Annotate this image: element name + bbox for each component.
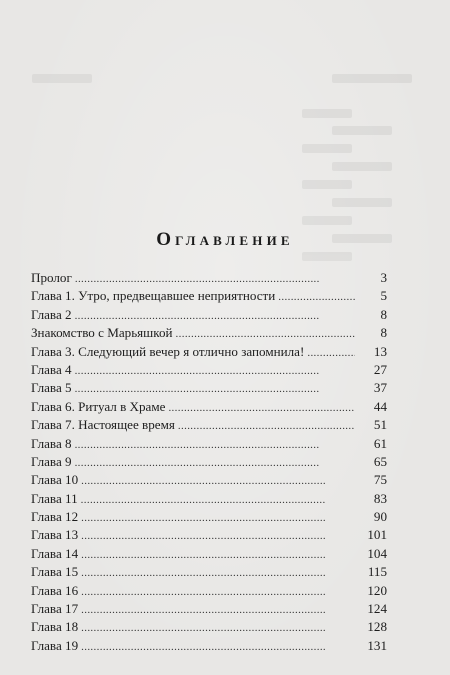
toc-entry bbox=[31, 563, 387, 581]
show-through-line bbox=[302, 144, 352, 153]
toc-entry bbox=[31, 618, 387, 636]
toc-entry-label: Глава 2 bbox=[31, 306, 72, 322]
toc-entry bbox=[31, 269, 387, 287]
dot-leader bbox=[178, 417, 355, 435]
show-through-line bbox=[332, 162, 392, 171]
toc-entry-label: Глава 19 bbox=[31, 637, 79, 653]
toc-entry-page-number: 61 bbox=[373, 435, 387, 451]
toc-entry-page-number: 131 bbox=[367, 637, 387, 653]
show-through-line bbox=[332, 74, 412, 83]
toc-entry-page-number: 75 bbox=[373, 472, 387, 488]
dot-leader bbox=[81, 509, 355, 527]
show-through-line bbox=[332, 126, 392, 135]
toc-entry bbox=[31, 600, 387, 618]
toc-entry-label: Глава 12 bbox=[31, 509, 79, 525]
toc-entry bbox=[31, 471, 387, 489]
toc-entry-page-number: 120 bbox=[367, 582, 387, 598]
toc-entry-page-number: 51 bbox=[373, 417, 387, 433]
toc-entry-label: Знакомство с Марьяшкой bbox=[31, 325, 173, 341]
toc-entry-page-number: 44 bbox=[373, 398, 387, 414]
toc-entry-page-number: 115 bbox=[367, 564, 387, 580]
show-through-line bbox=[302, 252, 352, 261]
dot-leader bbox=[278, 288, 355, 306]
toc-entry-page-number: 8 bbox=[380, 325, 387, 341]
dot-leader bbox=[81, 619, 355, 637]
toc-entry-label: Глава 1. Утро, предвещавшее неприятности bbox=[31, 288, 276, 304]
toc-entry-label: Глава 7. Настоящее время bbox=[31, 417, 175, 433]
dot-leader bbox=[75, 436, 355, 454]
toc-entry-page-number: 65 bbox=[373, 453, 387, 469]
toc-entry-label: Глава 6. Ритуал в Храме bbox=[31, 398, 166, 414]
dot-leader bbox=[81, 601, 355, 619]
toc-entry bbox=[31, 545, 387, 563]
dot-leader bbox=[81, 638, 355, 656]
show-through-line bbox=[302, 180, 352, 189]
toc-title: Оглавление bbox=[156, 229, 294, 250]
toc-entry-label: Глава 18 bbox=[31, 619, 79, 635]
toc-entry bbox=[31, 324, 387, 342]
toc-entry-page-number: 83 bbox=[373, 490, 387, 506]
show-through-line bbox=[332, 198, 392, 207]
toc-entry bbox=[31, 637, 387, 655]
toc-entry bbox=[31, 490, 387, 508]
toc-entry-page-number: 90 bbox=[373, 509, 387, 525]
show-through-line bbox=[32, 74, 92, 83]
toc-entry-label: Глава 4 bbox=[31, 361, 72, 377]
show-through-line bbox=[302, 216, 352, 225]
toc-entry bbox=[31, 435, 387, 453]
toc-entry-label: Глава 14 bbox=[31, 545, 79, 561]
dot-leader bbox=[307, 344, 355, 362]
toc-entry-label: Пролог bbox=[31, 270, 72, 285]
toc-entry bbox=[31, 508, 387, 526]
dot-leader bbox=[81, 491, 355, 509]
toc-entry bbox=[31, 526, 387, 544]
toc-entry-label: Глава 5 bbox=[31, 380, 72, 396]
toc-entry-label: Глава 9 bbox=[31, 453, 72, 469]
dot-leader bbox=[81, 546, 355, 564]
toc-entry-label: Глава 13 bbox=[31, 527, 79, 543]
toc-entry-label: Глава 17 bbox=[31, 601, 79, 617]
toc-entry bbox=[31, 416, 387, 434]
toc-entry bbox=[31, 453, 387, 471]
toc-entry-page-number: 3 bbox=[380, 270, 387, 285]
toc-entry-page-number: 104 bbox=[367, 545, 387, 561]
toc-entry-page-number: 5 bbox=[380, 288, 387, 304]
toc-entry-label: Глава 16 bbox=[31, 582, 79, 598]
dot-leader bbox=[81, 527, 355, 545]
dot-leader bbox=[75, 270, 355, 288]
dot-leader bbox=[81, 472, 355, 490]
toc-entry-page-number: 101 bbox=[367, 527, 387, 543]
toc-entry-label: Глава 10 bbox=[31, 472, 79, 488]
dot-leader bbox=[81, 583, 355, 601]
toc-entry bbox=[31, 582, 387, 600]
toc-entry-label: Глава 11 bbox=[31, 490, 78, 506]
show-through-line bbox=[302, 109, 352, 118]
toc-entry-label: Глава 8 bbox=[31, 435, 72, 451]
toc-entry-label: Глава 3. Следующий вечер я отлично запомнила! bbox=[31, 343, 305, 359]
dot-leader bbox=[168, 399, 355, 417]
toc-entry bbox=[31, 379, 387, 397]
dot-leader bbox=[81, 564, 355, 582]
toc-entry-page-number: 37 bbox=[373, 380, 387, 396]
toc-entry bbox=[31, 361, 387, 379]
toc-entry bbox=[31, 398, 387, 416]
toc-entry bbox=[31, 287, 387, 305]
toc-entry bbox=[31, 343, 387, 361]
toc-entry-page-number: 124 bbox=[367, 601, 387, 617]
dot-leader bbox=[75, 454, 355, 472]
toc-entry-page-number: 8 bbox=[380, 306, 387, 322]
toc-entry-page-number: 27 bbox=[373, 361, 387, 377]
toc-entry-page-number: 128 bbox=[367, 619, 387, 635]
dot-leader bbox=[75, 362, 355, 380]
dot-leader bbox=[75, 307, 355, 325]
toc-entry-label: Глава 15 bbox=[31, 564, 79, 580]
dot-leader bbox=[75, 380, 355, 398]
toc-entry-page-number: 13 bbox=[373, 343, 387, 359]
toc-entry bbox=[31, 306, 387, 324]
dot-leader bbox=[176, 325, 355, 343]
table-of-contents bbox=[31, 269, 387, 655]
